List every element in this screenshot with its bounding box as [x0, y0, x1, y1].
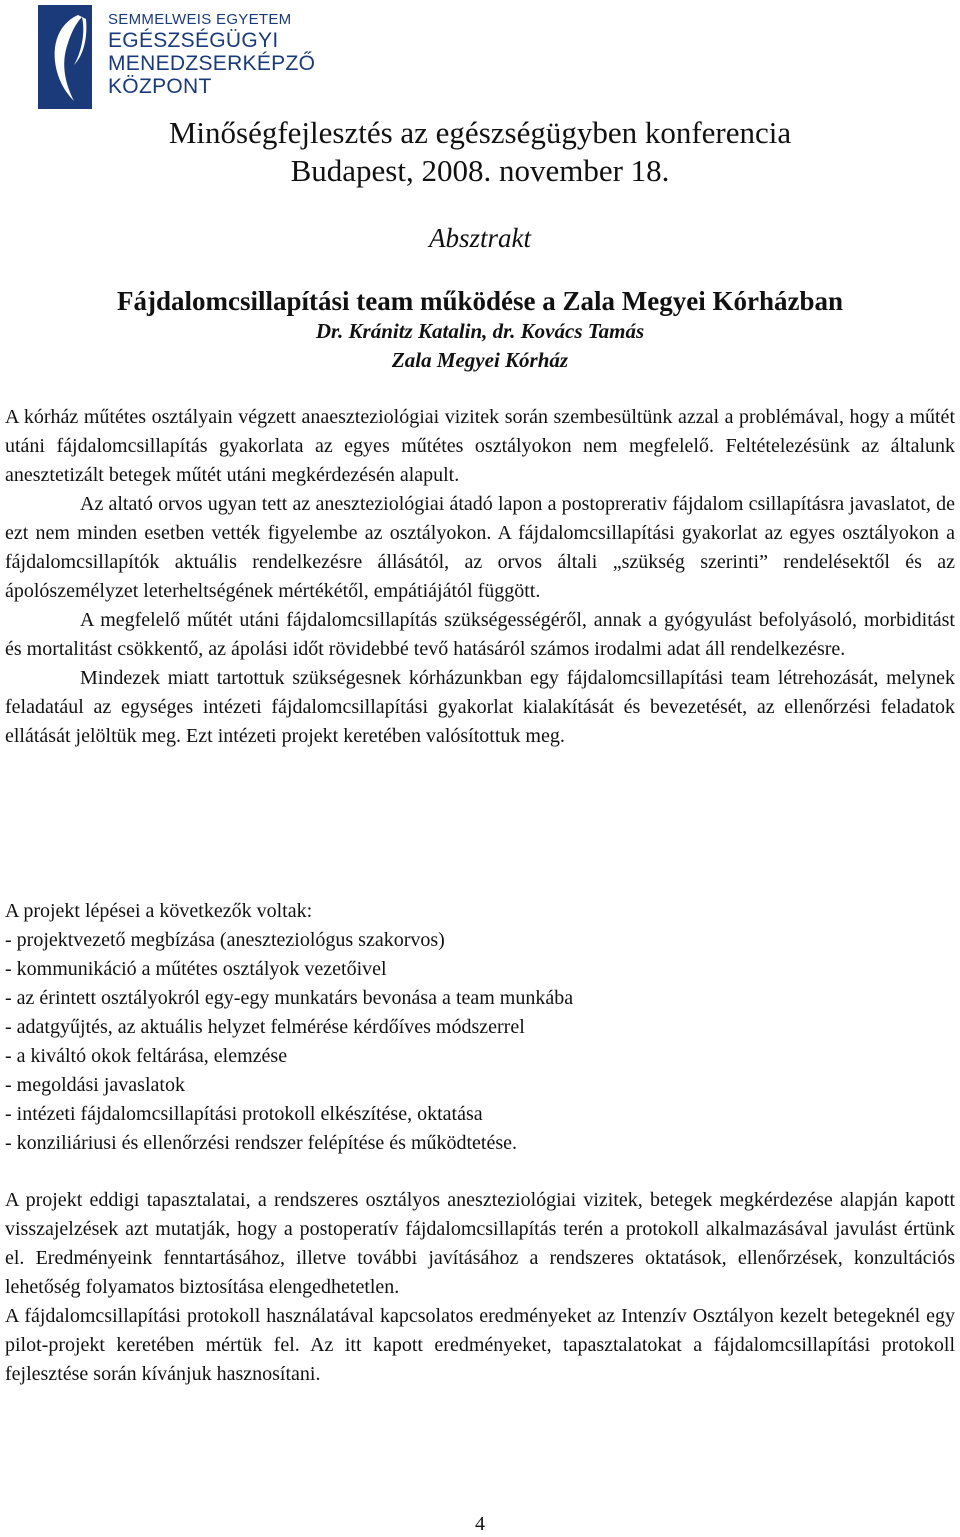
institution-logo — [38, 5, 316, 109]
paragraph-anesthesia: Az altató orvos ugyan tett az aneszteziológiai átadó lapon a postoprerativ fájdalom csillapításra javaslatot, de ezt nem minden esetben vették figyelembe az osztályokon. A fájdalomcsillapítási gyakorlat az egyes osztályokon a fájdalomcsillapítók aktuális rendelkezésre állásától, az orvos általi „szükség szerinti” rendelésektől és az ápolószemélyzet leterheltségének mértékétől, empátiájától függött. — [5, 493, 955, 602]
logo-university-name: SEMMELWEIS EGYETEM — [108, 11, 292, 28]
project-steps — [5, 897, 955, 1158]
paragraph-experience: A projekt eddigi tapasztalatai, a rendszeres osztályos aneszteziológiai vizitek, betegek megkérdezése alapján kapott visszajelzések azt mutatják, hogy a postoperatív fájdalomcsillapítás terén a protokoll alkalmazásával javulást értünk el. Eredményeink fenntartásához, illetve további javításához a rendszeres oktatások, ellenőrzések, konzultációs lehetőség folyamatos biztosítása elengedhetetlen. — [5, 1189, 955, 1298]
list-item: - konziliáriusi és ellenőrzési rendszer felépítése és működtetése. — [5, 1132, 518, 1154]
list-item: - projektvezető megbízása (aneszteziológus szakorvos) — [5, 929, 445, 951]
semmelweis-logo-mark-icon — [38, 5, 92, 109]
list-item: - adatgyűjtés, az aktuális helyzet felmérése kérdőíves módszerrel — [5, 1016, 525, 1038]
abstract-body — [5, 403, 955, 751]
logo-line-center: KÖZPONT — [108, 75, 212, 98]
conference-name: Minőségfejlesztés az egészségügyben konferencia — [168, 115, 792, 150]
authors: Dr. Kránitz Katalin, dr. Kovács Tamás — [315, 319, 645, 343]
list-item: - a kiváltó okok feltárása, elemzése — [5, 1045, 288, 1067]
list-item: - az érintett osztályokról egy-egy munkatárs bevonása a team munkába — [5, 987, 574, 1009]
conference-date-place: Budapest, 2008. november 18. — [290, 153, 670, 188]
logo-text — [108, 11, 315, 98]
list-item: - megoldási javaslatok — [5, 1074, 185, 1096]
authors-block — [0, 317, 960, 375]
paragraph-literature: A megfelelő műtét utáni fájdalomcsillapítás szükségességéről, annak a gyógyulást befolyásoló, morbiditást és mortalitást csökkentő, az ápolási időt rövidebbé tevő hatásáról számos irodalmi adat áll rendelkezésre. — [5, 609, 955, 660]
steps-intro: A projekt lépései a következők voltak: — [5, 900, 313, 922]
paragraph-intro: A kórház műtétes osztályain végzett anaeszteziológiai vizitek során szembesültünk azzal a problémával, hogy a műtét utáni fájdalomcsillapítás gyakorlata az egyes műtétes osztályokon nem megfelelő. Feltételezésünk az általunk anesztetizált betegek műtét utáni megkérdezésén alapult. — [5, 406, 955, 486]
institution: Zala Megyei Kórház — [391, 348, 569, 372]
conclusion — [5, 1186, 955, 1389]
list-item: - kommunikáció a műtétes osztályok vezetőivel — [5, 958, 387, 980]
list-item: - intézeti fájdalomcsillapítási protokoll elkészítése, oktatása — [5, 1103, 483, 1125]
logo-line-management: MENEDZSERKÉPZŐ — [108, 52, 316, 75]
abstract-label: Absztrakt — [428, 223, 531, 253]
paragraph-pilot: A fájdalomcsillapítási protokoll használatával kapcsolatos eredményeket az Intenzív Osztályon kezelt betegeknél egy pilot-projekt keretében mértük fel. Az itt kapott eredményeket, tapasztalatokat a fájdalomcsillapítási protokoll fejlesztése során kívánjuk hasznosítani. — [5, 1305, 955, 1385]
paragraph-team: Mindezek miatt tartottuk szükségesnek kórházunkban egy fájdalomcsillapítási team létrehozását, melynek feladatául az egységes intézeti fájdalomcsillapítási gyakorlat kialakítását és bevezetését, az ellenőrzési feladatok ellátását jelöltük meg. Ezt intézeti projekt keretében valósítottuk meg. — [5, 667, 955, 747]
paper-title: Fájdalomcsillapítási team működése a Zala Megyei Kórházban — [117, 286, 843, 316]
page-number: 4 — [475, 1513, 485, 1535]
logo-line-health: EGÉSZSÉGÜGYI — [108, 29, 279, 52]
conference-title — [0, 114, 960, 190]
